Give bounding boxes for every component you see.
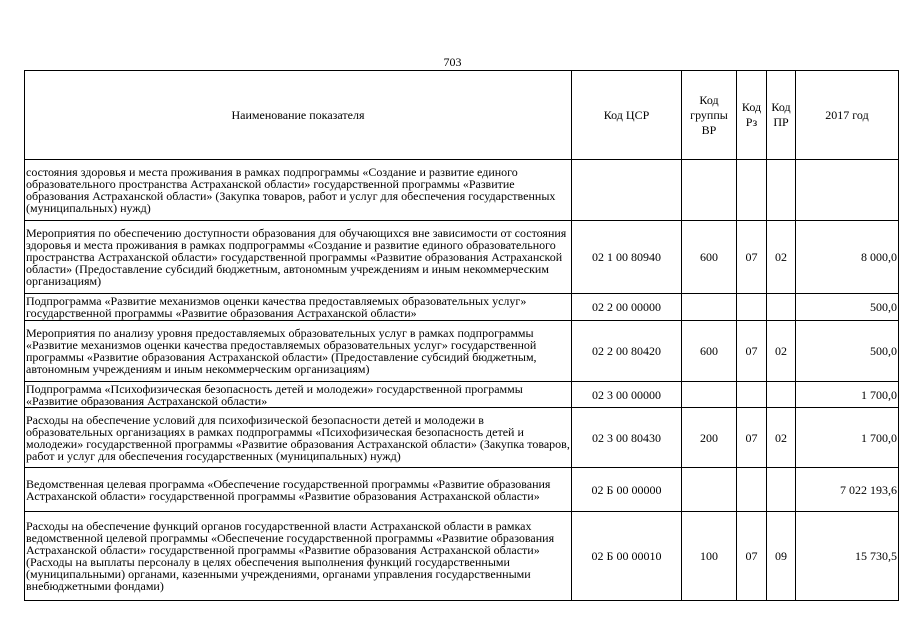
row-code-csr: 02 2 00 00000 <box>572 294 682 321</box>
budget-table <box>24 70 899 601</box>
table-row <box>25 321 899 382</box>
row-name: Подпрограмма «Развитие механизмов оценки качества предоставляемых образовательных услуг» государственной программы «Развитие образования Астраханской области» <box>25 294 572 321</box>
row-code-rz: 07 <box>737 321 767 382</box>
row-amount <box>796 160 899 221</box>
table-row <box>25 468 899 512</box>
row-name: Мероприятия по анализу уровня предоставляемых образовательных услуг в рамках подпрограммы «Развитие механизмов оценки качества предоставляемых образовательных услуг» государственной программы «Развитие образования Астраханской области» (Предоставление субсидий бюджетным, автономным учреждениям и иным некоммерческим организациям) <box>25 321 572 382</box>
row-amount: 15 730,5 <box>796 512 899 601</box>
header-year: 2017 год <box>796 71 899 160</box>
table-row <box>25 294 899 321</box>
row-name: Мероприятия по обеспечению доступности образования для обучающихся вне зависимости от состояния здоровья и места проживания в рамках подпрограммы «Создание и развитие единого образовательного пространства Астраханской области» государственной программы «Развитие образования Астраханской области» (Предоставление субсидий бюджетным, автономным учреждениям и иным некоммерческим организациям) <box>25 221 572 294</box>
row-amount: 500,0 <box>796 321 899 382</box>
row-code-vr: 200 <box>682 408 737 468</box>
table-row <box>25 382 899 408</box>
header-code-pr: Код ПР <box>767 71 796 160</box>
table-header-row <box>25 71 899 160</box>
row-code-pr <box>767 294 796 321</box>
row-code-csr: 02 3 00 00000 <box>572 382 682 408</box>
table-row <box>25 221 899 294</box>
row-code-pr: 09 <box>767 512 796 601</box>
row-code-vr: 600 <box>682 321 737 382</box>
row-code-csr: 02 1 00 80940 <box>572 221 682 294</box>
row-code-vr <box>682 382 737 408</box>
row-amount: 500,0 <box>796 294 899 321</box>
row-code-pr: 02 <box>767 221 796 294</box>
row-amount: 1 700,0 <box>796 408 899 468</box>
row-code-pr: 02 <box>767 408 796 468</box>
page-number: 703 <box>443 55 462 69</box>
row-code-pr: 02 <box>767 321 796 382</box>
row-code-vr: 600 <box>682 221 737 294</box>
row-code-rz: 07 <box>737 408 767 468</box>
row-code-rz: 07 <box>737 512 767 601</box>
row-code-csr: 02 Б 00 00010 <box>572 512 682 601</box>
row-amount: 1 700,0 <box>796 382 899 408</box>
row-code-pr <box>767 468 796 512</box>
row-code-rz <box>737 294 767 321</box>
row-code-vr: 100 <box>682 512 737 601</box>
row-code-csr <box>572 160 682 221</box>
table-row <box>25 408 899 468</box>
row-amount: 8 000,0 <box>796 221 899 294</box>
row-code-pr <box>767 160 796 221</box>
row-code-rz <box>737 382 767 408</box>
row-name: Расходы на обеспечение условий для психофизической безопасности детей и молодежи в образовательных организациях в рамках подпрограммы «Психофизическая безопасность детей и молодежи» государственной программы «Развитие образования Астраханской области» (Закупка товаров, работ и услуг для обеспечения государственных (муниципальных) нужд) <box>25 408 572 468</box>
header-code-vr: Код группы ВР <box>682 71 737 160</box>
row-name: состояния здоровья и места проживания в рамках подпрограммы «Создание и развитие единого образовательного пространства Астраханской области» государственной программы «Развитие образования Астраханской области» (Закупка товаров, работ и услуг для обеспечения государственных (муниципальных) нужд) <box>25 160 572 221</box>
row-code-csr: 02 2 00 80420 <box>572 321 682 382</box>
row-code-vr <box>682 468 737 512</box>
row-name: Расходы на обеспечение функций органов государственной власти Астраханской области в рамках ведомственной целевой программы «Обеспечение государственной программы «Развитие образования Астраханской области» государственной программы «Развитие образования Астраханской области» (Расходы на выплаты персоналу в целях обеспечения выполнения функций государственными (муниципальными) органами, казенными учреждениями, органами управления государственными внебюджетными фондами) <box>25 512 572 601</box>
row-code-rz <box>737 160 767 221</box>
table-row <box>25 512 899 601</box>
header-code-rz: Код Рз <box>737 71 767 160</box>
row-code-vr <box>682 294 737 321</box>
row-code-pr <box>767 382 796 408</box>
row-code-csr: 02 Б 00 00000 <box>572 468 682 512</box>
row-name: Ведомственная целевая программа «Обеспечение государственной программы «Развитие образования Астраханской области» государственной программы «Развитие образования Астраханской области» <box>25 468 572 512</box>
row-name: Подпрограмма «Психофизическая безопасность детей и молодежи» государственной программы «Развитие образования Астраханской области» <box>25 382 572 408</box>
table-row <box>25 160 899 221</box>
header-code-csr: Код ЦСР <box>572 71 682 160</box>
row-code-vr <box>682 160 737 221</box>
row-code-rz <box>737 468 767 512</box>
row-code-csr: 02 3 00 80430 <box>572 408 682 468</box>
header-name: Наименование показателя <box>25 71 572 160</box>
row-amount: 7 022 193,6 <box>796 468 899 512</box>
row-code-rz: 07 <box>737 221 767 294</box>
